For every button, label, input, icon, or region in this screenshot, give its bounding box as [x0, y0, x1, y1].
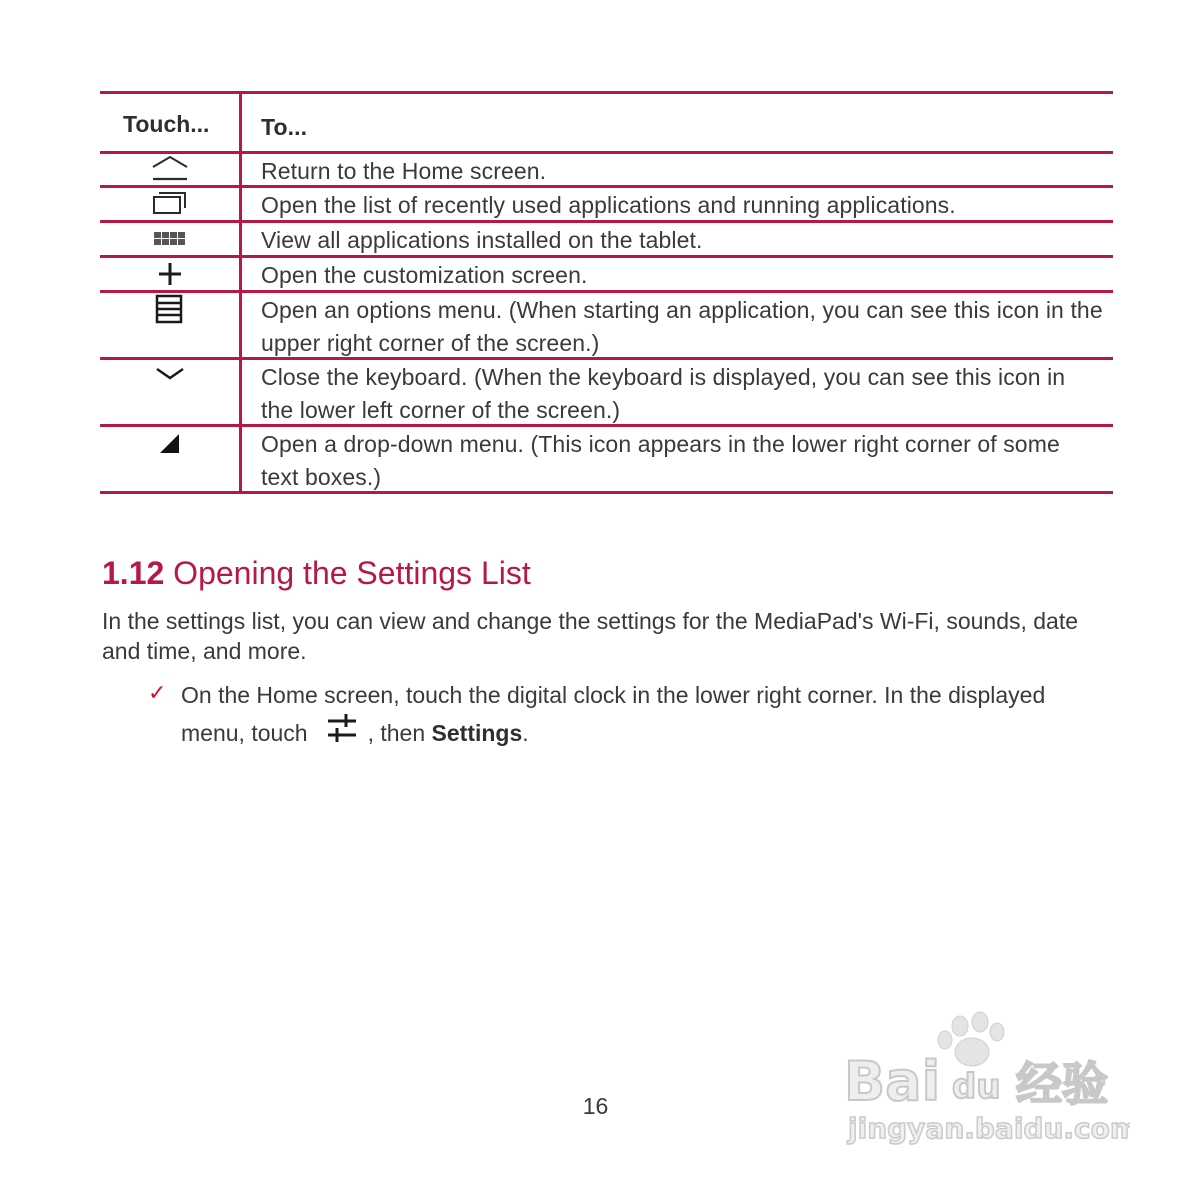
row-text: Return to the Home screen. [261, 158, 547, 184]
icon-cell [100, 427, 242, 491]
icon-cell [100, 154, 242, 185]
table-row [100, 188, 1113, 223]
table-row [100, 223, 1113, 258]
table-row [100, 293, 1113, 360]
table-row [100, 154, 1113, 188]
page-number: 16 [582, 1093, 609, 1119]
all-apps-grid-icon [150, 223, 190, 253]
section-title: Opening the Settings List [173, 555, 531, 591]
svg-text:Bai: Bai [844, 1050, 941, 1113]
table-row [100, 258, 1113, 293]
plus-icon [150, 258, 190, 288]
svg-text:du: du [952, 1067, 1001, 1107]
section-heading [102, 555, 531, 592]
section-number: 1.12 [102, 555, 165, 591]
header-touch: Touch... [100, 94, 242, 151]
settings-label: Settings [431, 720, 523, 746]
header-to: To... [261, 114, 308, 140]
home-icon [150, 154, 190, 184]
baidu-watermark [840, 1010, 1130, 1150]
table-row [100, 427, 1113, 494]
row-text: Open the list of recently used applications and running applications. [261, 192, 956, 218]
icon-cell [100, 293, 242, 357]
icon-cell [100, 188, 242, 220]
recent-apps-icon [150, 188, 190, 218]
step-item [148, 677, 1048, 753]
step-text-part1: On the Home screen, touch the digital clock in the lower right corner. In the displayed menu, touch [181, 682, 1046, 746]
icon-cell [100, 360, 242, 424]
table-header-row [100, 94, 1113, 154]
icon-cell [100, 223, 242, 255]
checkmark-icon: ✓ [148, 680, 167, 705]
table-row [100, 360, 1113, 427]
step-text [181, 677, 1048, 753]
svg-text:经验: 经验 [1016, 1057, 1108, 1111]
icon-cell [100, 258, 242, 290]
svg-text:jingyan.baidu.com: jingyan.baidu.com [848, 1112, 1130, 1145]
row-text: View all applications installed on the tablet. [261, 227, 703, 253]
row-text: Open an options menu. (When starting an application, you can see this icon in the upper right corner of the screen.) [261, 297, 1103, 356]
dropdown-triangle-icon [150, 427, 190, 459]
step-text-part2: , then [367, 720, 426, 746]
chevron-down-icon [150, 360, 190, 390]
settings-sliders-icon [326, 713, 358, 753]
step-text-end: . [522, 720, 529, 746]
section-intro: In the settings list, you can view and change the settings for the MediaPad's Wi-Fi, sounds, date and time, and more. [102, 608, 1079, 664]
touch-table [100, 91, 1113, 494]
row-text: Open the customization screen. [261, 262, 588, 288]
row-text: Close the keyboard. (When the keyboard is displayed, you can see this icon in the lower left corner of the screen.) [261, 364, 1066, 423]
options-menu-icon [150, 293, 190, 327]
row-text: Open a drop-down menu. (This icon appears in the lower right corner of some text boxes.) [261, 431, 1060, 490]
